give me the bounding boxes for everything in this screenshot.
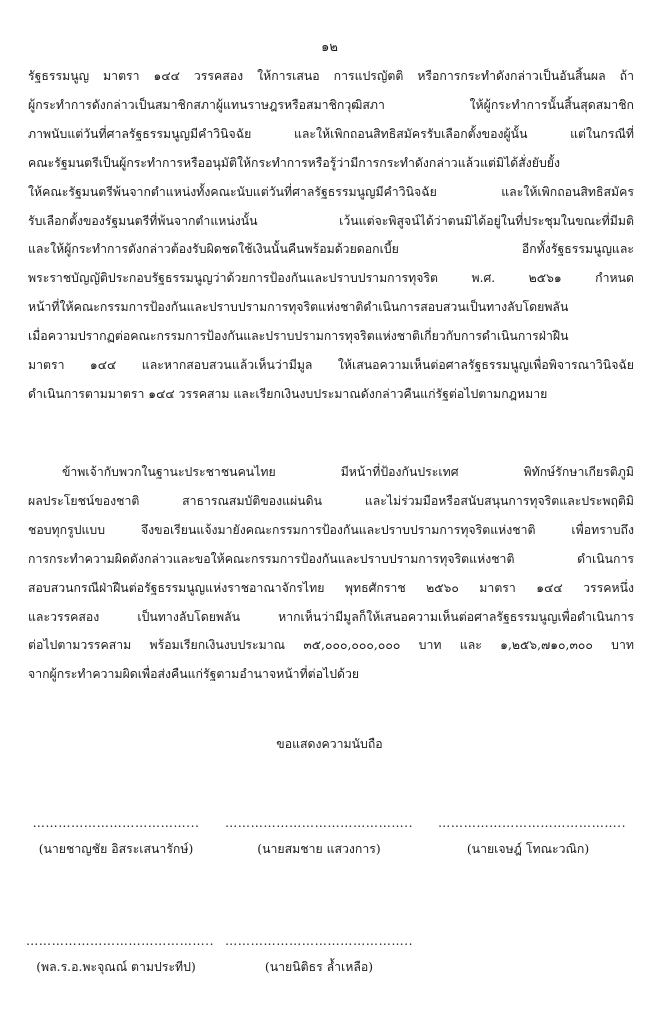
signature-block <box>26 934 214 977</box>
paragraph-1-line: ดำเนินการตามมาตรา ๑๔๔ วรรคสาม และเรียกเงินงบประมาณดังกล่าวคืนแก่รัฐต่อไปตามกฎหมาย <box>28 386 548 401</box>
paragraph-2-line: ต่อไปตามวรรคสาม พร้อมเรียกเงินงบประมาณ ๓๕,๐๐๐,๐๐๐,๐๐๐ บาท และ ๑,๒๕๖,๗๑๐,๓๐๐ บาท <box>28 638 634 653</box>
closing-salutation: ขอแสดงความนับถือ <box>276 737 383 751</box>
paragraph-1-line: รับเลือกตั้งของรัฐมนตรีที่พ้นจากตำแหน่งนั้น เว้นแต่จะพิสูจน์ได้ว่าตนมิได้อยู่ในที่ประชุมในขณะที่มีมติ <box>28 213 634 228</box>
signature-line: …………………………………….. <box>26 934 214 948</box>
signatory-name: (นายนิติธร ล้ำเหลือ) <box>264 960 374 974</box>
paragraph-1-line: มาตรา ๑๔๔ และหากสอบสวนแล้วเห็นว่ามีมูล ให้เสนอความเห็นต่อศาลรัฐธรรมนูญเพื่อพิจารณาวินิจฉัย <box>28 358 634 373</box>
signature-line: …………………………………….. <box>438 816 626 830</box>
signature-line: …………………………………….. <box>225 816 413 830</box>
signature-block <box>438 816 626 859</box>
page-number: ๑๒ <box>321 40 338 55</box>
paragraph-1-line: พระราชบัญญัติประกอบรัฐธรรมนูญว่าด้วยการป้องกันและปราบปรามการทุจริต พ.ศ. ๒๕๖๑ กำหนด <box>28 271 634 286</box>
paragraph-2-line: ผลประโยชน์ของชาติ สาธารณสมบัติของแผ่นดิน และไม่ร่วมมือหรือสนับสนุนการทุจริตและประพฤติมิ <box>28 493 634 508</box>
signature-line: …………………………………….. <box>225 934 413 948</box>
paragraph-2 <box>28 458 634 689</box>
paragraph-2-line: การกระทำความผิดดังกล่าวและขอให้คณะกรรมการป้องกันและปราบปรามการทุจริตแห่งชาติ ดำเนินการ <box>28 551 634 566</box>
signatory-name: (พล.ร.อ.พะจุณณ์ ตามประทีป) <box>36 960 196 974</box>
paragraph-1-line: ให้คณะรัฐมนตรีพ้นจากตำแหน่งทั้งคณะนับแต่วันที่ศาลรัฐธรรมนูญมีคำวินิจฉัย และให้เพิกถอนสิทธิสมัคร <box>28 184 634 199</box>
paragraph-1-line: รัฐธรรมนูญ มาตรา ๑๔๔ วรรคสอง ให้การเสนอ การแปรญัตติ หรือการกระทำดังกล่าวเป็นอันสิ้นผล ถ้า <box>28 69 634 83</box>
signature-block <box>26 816 206 859</box>
paragraph-1-line: หน้าที่ให้คณะกรรมการป้องกันและปราบปรามการทุจริตแห่งชาติดำเนินการสอบสวนเป็นทางลับโดยพลัน <box>28 300 569 315</box>
paragraph-1-line: ผู้กระทำการดังกล่าวเป็นสมาชิกสภาผู้แทนราษฎรหรือสมาชิกวุฒิสภา ให้ผู้กระทำการนั้นสิ้นสุดสมาชิก <box>28 97 634 112</box>
signature-block <box>224 816 414 859</box>
paragraph-1-line: เมื่อความปรากฏต่อคณะกรรมการป้องกันและปราบปรามการทุจริตแห่งชาติเกี่ยวกับการดำเนินการฝ่าฝืน <box>28 329 569 344</box>
signature-line: ………………………………... <box>32 816 200 830</box>
paragraph-2-line: ชอบทุกรูปแบบ จึงขอเรียนแจ้งมายังคณะกรรมการป้องกันและปราบปรามการทุจริตแห่งชาติ เพื่อทราบถึง <box>28 522 634 537</box>
paragraph-2-line: จากผู้กระทำความผิดเพื่อส่งคืนแก่รัฐตามอำนาจหน้าที่ต่อไปด้วย <box>28 667 360 682</box>
signatory-name: (นายสมชาย แสวงการ) <box>257 842 381 856</box>
paragraph-2-line: และวรรคสอง เป็นทางลับโดยพลัน หากเห็นว่ามีมูลก็ให้เสนอความเห็นต่อศาลรัฐธรรมนูญเพื่อดำเนินการ <box>28 609 634 624</box>
signatory-name: (นายเจษฎ์ โทณะวณิก) <box>466 842 590 856</box>
paragraph-1 <box>28 62 634 409</box>
signature-block <box>224 934 414 977</box>
paragraph-1-line: คณะรัฐมนตรีเป็นผู้กระทำการหรืออนุมัติให้กระทำการหรือรู้ว่ามีการกระทำดังกล่าวแล้วแต่มิได้สั่งยับยั้ง <box>28 155 560 170</box>
signatory-name: (นายชาญชัย อิสระเสนารักษ์) <box>38 842 194 856</box>
paragraph-1-line: ภาพนับแต่วันที่ศาลรัฐธรรมนูญมีคำวินิจฉัย และให้เพิกถอนสิทธิสมัครรับเลือกตั้งของผู้นั้น แต่ในกรณีที่ <box>28 126 634 141</box>
paragraph-2-line: ข้าพเจ้ากับพวกในฐานะประชาชนคนไทย มีหน้าที่ป้องกันประเทศ พิทักษ์รักษาเกียรติภูมิ <box>62 465 634 479</box>
paragraph-2-line: สอบสวนกรณีฝ่าฝืนต่อรัฐธรรมนูญแห่งราชอาณาจักรไทย พุทธศักราช ๒๕๖๐ มาตรา ๑๔๔ วรรคหนึ่ง <box>28 580 634 595</box>
paragraph-1-line: และให้ผู้กระทำการดังกล่าวต้องรับผิดชดใช้เงินนั้นคืนพร้อมด้วยดอกเบี้ย อีกทั้งรัฐธรรมนูญและ <box>28 242 634 257</box>
